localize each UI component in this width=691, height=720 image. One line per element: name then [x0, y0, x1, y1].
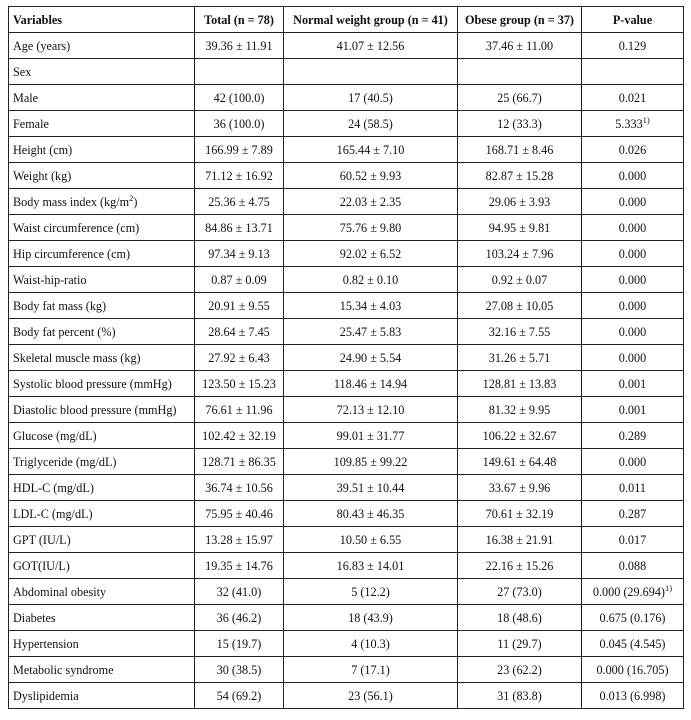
table-row [9, 605, 684, 631]
obese-cell [458, 267, 582, 293]
p-value-cell-value: 0.000 [618, 350, 647, 365]
normal-weight-cell [284, 423, 458, 449]
total-cell-value: 76.61 ± 11.96 [205, 402, 273, 417]
normal-weight-cell-value: 99.01 ± 31.77 [336, 428, 405, 443]
header-normal-weight-group: Normal weight group (n = 41) [284, 7, 458, 33]
p-value-cell [582, 371, 684, 397]
variable-cell [9, 657, 195, 683]
variable-cell [9, 501, 195, 527]
normal-weight-cell [284, 345, 458, 371]
total-cell [195, 137, 284, 163]
obese-cell [458, 553, 582, 579]
obese-cell [458, 85, 582, 111]
table-row [9, 319, 684, 345]
total-cell-value: 32 (41.0) [216, 584, 262, 599]
variable-label-superscript: 2 [129, 192, 134, 203]
p-value-cell [582, 189, 684, 215]
p-value-cell [582, 605, 684, 631]
normal-weight-cell [284, 605, 458, 631]
obese-cell [458, 475, 582, 501]
normal-weight-cell [284, 657, 458, 683]
total-cell [195, 345, 284, 371]
variable-label: GOT(IU/L) [13, 558, 70, 573]
variable-cell [9, 527, 195, 553]
variable-label: Triglyceride (mg/dL) [13, 454, 117, 469]
total-cell [195, 579, 284, 605]
total-cell [195, 267, 284, 293]
p-value-cell-value: 0.129 [618, 38, 647, 53]
obese-cell [458, 501, 582, 527]
p-value-cell [582, 501, 684, 527]
table-row [9, 111, 684, 137]
p-value-cell [582, 527, 684, 553]
obese-cell-value: 25 (66.7) [497, 90, 542, 105]
obese-cell [458, 163, 582, 189]
total-cell-value: 84.86 ± 13.71 [205, 220, 273, 235]
variable-label-suffix: ) [133, 194, 138, 209]
variable-cell [9, 111, 195, 137]
variable-cell [9, 293, 195, 319]
header-variables: Variables [9, 7, 195, 33]
normal-weight-cell [284, 59, 458, 85]
p-value-cell-value: 0.000 [618, 298, 647, 313]
p-value-cell-value: 0.001 [618, 376, 647, 391]
variable-label: Waist-hip-ratio [13, 272, 87, 287]
total-cell-value: 27.92 ± 6.43 [208, 350, 270, 365]
variable-label: Hypertension [13, 636, 79, 651]
obese-cell-value: 32.16 ± 7.55 [488, 324, 551, 339]
total-cell [195, 215, 284, 241]
table-row [9, 501, 684, 527]
normal-weight-cell [284, 189, 458, 215]
p-value-cell-value: 0.000 (16.705) [596, 662, 669, 677]
variable-cell [9, 605, 195, 631]
total-cell [195, 371, 284, 397]
total-cell [195, 163, 284, 189]
total-cell-value: 20.91 ± 9.55 [208, 298, 270, 313]
obese-cell-value: 33.67 ± 9.96 [488, 480, 551, 495]
p-value-cell [582, 683, 684, 709]
table-row [9, 475, 684, 501]
total-cell-value: 75.95 ± 40.46 [205, 506, 273, 521]
obese-cell-value: 11 (29.7) [497, 636, 542, 651]
p-value-footnote: 1) [665, 582, 673, 593]
total-cell [195, 111, 284, 137]
obese-cell-value: 27 (73.0) [497, 584, 542, 599]
table-row [9, 59, 684, 85]
p-value-cell-value: 0.287 [618, 506, 647, 521]
obese-cell-value: 81.32 ± 9.95 [488, 402, 551, 417]
variable-cell [9, 397, 195, 423]
variable-cell [9, 579, 195, 605]
obese-cell [458, 319, 582, 345]
variable-label: Abdominal obesity [13, 584, 107, 599]
p-value-cell-value: 0.026 [618, 142, 647, 157]
normal-weight-cell [284, 631, 458, 657]
normal-weight-cell-value: 80.43 ± 46.35 [336, 506, 405, 521]
obese-cell-value: 37.46 ± 11.00 [485, 38, 554, 53]
obese-cell-value: 0.92 ± 0.07 [491, 272, 548, 287]
variable-label: Diabetes [13, 610, 56, 625]
p-value-cell [582, 345, 684, 371]
total-cell [195, 319, 284, 345]
total-cell [195, 85, 284, 111]
table-row [9, 449, 684, 475]
p-value-cell-value: 0.000 (29.694) [592, 584, 665, 599]
table-row [9, 371, 684, 397]
table-row [9, 345, 684, 371]
variable-label: Body mass index (kg/m [13, 194, 130, 209]
total-cell [195, 449, 284, 475]
total-cell-value: 123.50 ± 15.23 [202, 376, 276, 391]
obese-cell [458, 449, 582, 475]
p-value-cell [582, 657, 684, 683]
normal-weight-cell-value: 17 (40.5) [348, 90, 393, 105]
normal-weight-cell [284, 293, 458, 319]
variable-label: HDL-C (mg/dL) [13, 480, 94, 495]
table-row [9, 397, 684, 423]
variable-label: Glucose (mg/dL) [13, 428, 97, 443]
p-value-cell [582, 241, 684, 267]
total-cell [195, 631, 284, 657]
p-value-cell-value: 0.289 [618, 428, 647, 443]
p-value-cell [582, 163, 684, 189]
total-cell [195, 293, 284, 319]
p-value-cell-value: 0.000 [618, 272, 647, 287]
normal-weight-cell-value: 7 (17.1) [351, 662, 390, 677]
p-value-cell [582, 319, 684, 345]
total-cell-value: 42 (100.0) [213, 90, 265, 105]
table-row [9, 683, 684, 709]
variable-label: Weight (kg) [13, 168, 72, 183]
variable-label: Body fat mass (kg) [13, 298, 107, 313]
normal-weight-cell [284, 137, 458, 163]
variable-label: Systolic blood pressure (mmHg) [13, 376, 172, 391]
normal-weight-cell [284, 241, 458, 267]
p-value-cell [582, 631, 684, 657]
normal-weight-cell [284, 267, 458, 293]
p-value-cell-value: 5.333 [615, 116, 643, 131]
variable-label: Body fat percent (%) [13, 324, 116, 339]
normal-weight-cell [284, 319, 458, 345]
obese-cell-value: 103.24 ± 7.96 [485, 246, 554, 261]
variable-cell [9, 267, 195, 293]
total-cell [195, 33, 284, 59]
total-cell [195, 241, 284, 267]
obese-cell [458, 605, 582, 631]
obese-cell [458, 579, 582, 605]
normal-weight-cell-value: 0.82 ± 0.10 [342, 272, 399, 287]
variable-label: Hip circumference (cm) [13, 246, 131, 261]
variable-cell [9, 631, 195, 657]
normal-weight-cell [284, 33, 458, 59]
total-cell-value: 36.74 ± 10.56 [205, 480, 273, 495]
total-cell [195, 605, 284, 631]
normal-weight-cell [284, 475, 458, 501]
data-table [8, 6, 684, 709]
table-row [9, 553, 684, 579]
p-value-cell-value: 0.000 [618, 454, 647, 469]
obese-cell-value: 18 (48.6) [497, 610, 542, 625]
normal-weight-cell-value: 39.51 ± 10.44 [336, 480, 405, 495]
normal-weight-cell [284, 371, 458, 397]
p-value-cell-value: 0.000 [618, 194, 647, 209]
total-cell [195, 553, 284, 579]
total-cell-value: 28.64 ± 7.45 [208, 324, 270, 339]
normal-weight-cell-value: 24 (58.5) [348, 116, 393, 131]
total-cell-value: 36 (46.2) [216, 610, 262, 625]
obese-cell [458, 397, 582, 423]
normal-weight-cell-value: 24.90 ± 5.54 [339, 350, 402, 365]
variable-cell [9, 85, 195, 111]
variable-cell [9, 475, 195, 501]
table-row [9, 293, 684, 319]
variable-label: LDL-C (mg/dL) [13, 506, 93, 521]
obese-cell [458, 345, 582, 371]
normal-weight-cell-value: 165.44 ± 7.10 [336, 142, 405, 157]
obese-cell-value: 82.87 ± 15.28 [485, 168, 554, 183]
normal-weight-cell-value: 23 (56.1) [348, 688, 393, 703]
p-value-cell [582, 33, 684, 59]
variable-label: GPT (IU/L) [13, 532, 71, 547]
normal-weight-cell [284, 553, 458, 579]
p-value-cell [582, 553, 684, 579]
normal-weight-cell-value: 109.85 ± 99.22 [333, 454, 408, 469]
table-row [9, 85, 684, 111]
p-value-cell [582, 137, 684, 163]
normal-weight-cell [284, 527, 458, 553]
obese-cell [458, 657, 582, 683]
total-cell-value: 13.28 ± 15.97 [205, 532, 273, 547]
variable-label: Female [13, 116, 49, 131]
normal-weight-cell-value: 4 (10.3) [351, 636, 390, 651]
normal-weight-cell-value: 10.50 ± 6.55 [339, 532, 402, 547]
total-cell-value: 36 (100.0) [213, 116, 265, 131]
normal-weight-cell [284, 215, 458, 241]
variable-label: Dyslipidemia [13, 688, 79, 703]
table-row [9, 423, 684, 449]
p-value-cell-value: 0.675 (0.176) [599, 610, 666, 625]
normal-weight-cell [284, 449, 458, 475]
obese-cell [458, 111, 582, 137]
normal-weight-cell [284, 111, 458, 137]
obese-cell [458, 371, 582, 397]
p-value-cell [582, 293, 684, 319]
table-row [9, 137, 684, 163]
normal-weight-cell-value: 41.07 ± 12.56 [336, 38, 405, 53]
normal-weight-cell [284, 579, 458, 605]
normal-weight-cell-value: 25.47 ± 5.83 [339, 324, 402, 339]
total-cell-value: 102.42 ± 32.19 [202, 428, 276, 443]
p-value-cell [582, 397, 684, 423]
obese-cell [458, 215, 582, 241]
p-value-cell [582, 59, 684, 85]
p-value-cell [582, 449, 684, 475]
variable-cell [9, 345, 195, 371]
obese-cell [458, 293, 582, 319]
total-cell [195, 189, 284, 215]
variable-label: Skeletal muscle mass (kg) [13, 350, 141, 365]
obese-cell-value: 31 (83.8) [497, 688, 542, 703]
p-value-cell [582, 215, 684, 241]
p-value-cell-value: 0.000 [618, 220, 647, 235]
normal-weight-cell-value: 60.52 ± 9.93 [339, 168, 402, 183]
normal-weight-cell [284, 397, 458, 423]
obese-cell-value: 16.38 ± 21.91 [485, 532, 554, 547]
table-container [8, 6, 684, 709]
variable-label: Age (years) [13, 38, 71, 53]
normal-weight-cell-value: 75.76 ± 9.80 [339, 220, 402, 235]
obese-cell-value: 94.95 ± 9.81 [488, 220, 551, 235]
obese-cell-value: 70.61 ± 32.19 [485, 506, 554, 521]
variable-label: Diastolic blood pressure (mmHg) [13, 402, 177, 417]
variable-cell [9, 241, 195, 267]
obese-cell [458, 33, 582, 59]
total-cell [195, 683, 284, 709]
table-row [9, 33, 684, 59]
p-value-cell-value: 0.045 (4.545) [599, 636, 666, 651]
header-row [9, 7, 684, 33]
obese-cell [458, 137, 582, 163]
table-body [9, 33, 684, 709]
p-value-cell [582, 111, 684, 137]
obese-cell-value: 149.61 ± 64.48 [482, 454, 557, 469]
p-value-cell-value: 0.001 [618, 402, 647, 417]
total-cell-value: 54 (69.2) [216, 688, 262, 703]
table-row [9, 631, 684, 657]
total-cell [195, 527, 284, 553]
obese-cell [458, 631, 582, 657]
obese-cell-value: 31.26 ± 5.71 [488, 350, 551, 365]
variable-cell [9, 59, 195, 85]
p-value-cell-value: 0.000 [618, 246, 647, 261]
normal-weight-cell [284, 683, 458, 709]
obese-cell-value: 168.71 ± 8.46 [485, 142, 554, 157]
variable-cell [9, 553, 195, 579]
variable-cell [9, 33, 195, 59]
variable-label: Height (cm) [13, 142, 73, 157]
p-value-cell [582, 579, 684, 605]
variable-label: Sex [13, 64, 32, 79]
obese-cell [458, 59, 582, 85]
variable-cell [9, 163, 195, 189]
obese-cell-value: 27.08 ± 10.05 [485, 298, 554, 313]
table-row [9, 527, 684, 553]
p-value-cell-value: 0.017 [618, 532, 647, 547]
p-value-cell [582, 85, 684, 111]
p-value-footnote: 1) [642, 114, 650, 125]
obese-cell-value: 22.16 ± 15.26 [485, 558, 554, 573]
variable-cell [9, 137, 195, 163]
total-cell-value: 19.35 ± 14.76 [205, 558, 273, 573]
normal-weight-cell-value: 92.02 ± 6.52 [339, 246, 402, 261]
variable-cell [9, 683, 195, 709]
table-row [9, 163, 684, 189]
total-cell-value: 128.71 ± 86.35 [202, 454, 276, 469]
normal-weight-cell-value: 18 (43.9) [348, 610, 393, 625]
normal-weight-cell [284, 85, 458, 111]
total-cell [195, 501, 284, 527]
p-value-cell [582, 475, 684, 501]
normal-weight-cell [284, 163, 458, 189]
obese-cell-value: 12 (33.3) [497, 116, 542, 131]
normal-weight-cell-value: 22.03 ± 2.35 [339, 194, 402, 209]
p-value-cell [582, 423, 684, 449]
table-row [9, 215, 684, 241]
total-cell-value: 39.36 ± 11.91 [205, 38, 273, 53]
obese-cell [458, 423, 582, 449]
total-cell-value: 97.34 ± 9.13 [208, 246, 270, 261]
header-total: Total (n = 78) [195, 7, 284, 33]
variable-label: Male [13, 90, 39, 105]
obese-cell [458, 683, 582, 709]
total-cell [195, 59, 284, 85]
table-row [9, 579, 684, 605]
obese-cell-value: 106.22 ± 32.67 [482, 428, 557, 443]
total-cell [195, 657, 284, 683]
p-value-cell-value: 0.000 [618, 168, 647, 183]
total-cell [195, 397, 284, 423]
total-cell-value: 30 (38.5) [216, 662, 262, 677]
total-cell-value: 25.36 ± 4.75 [208, 194, 270, 209]
p-value-cell-value: 0.021 [618, 90, 647, 105]
variable-label: Metabolic syndrome [13, 662, 114, 677]
total-cell-value: 166.99 ± 7.89 [205, 142, 273, 157]
normal-weight-cell-value: 72.13 ± 12.10 [336, 402, 405, 417]
obese-cell-value: 23 (62.2) [497, 662, 542, 677]
variable-label: Waist circumference (cm) [13, 220, 140, 235]
p-value-cell-value: 0.088 [618, 558, 647, 573]
header-p-value: P-value [582, 7, 684, 33]
header-obese-group: Obese group (n = 37) [458, 7, 582, 33]
table-row [9, 267, 684, 293]
table-row [9, 657, 684, 683]
obese-cell-value: 128.81 ± 13.83 [482, 376, 557, 391]
variable-cell [9, 215, 195, 241]
total-cell [195, 475, 284, 501]
total-cell-value: 71.12 ± 16.92 [205, 168, 273, 183]
p-value-cell-value: 0.011 [619, 480, 646, 495]
variable-cell [9, 449, 195, 475]
normal-weight-cell-value: 5 (12.2) [351, 584, 390, 599]
normal-weight-cell-value: 118.46 ± 14.94 [333, 376, 408, 391]
p-value-cell-value: 0.000 [618, 324, 647, 339]
variable-cell [9, 189, 195, 215]
total-cell [195, 423, 284, 449]
p-value-cell-value: 0.013 (6.998) [599, 688, 666, 703]
variable-cell [9, 423, 195, 449]
obese-cell-value: 29.06 ± 3.93 [488, 194, 551, 209]
total-cell-value: 0.87 ± 0.09 [211, 272, 267, 287]
table-row [9, 241, 684, 267]
variable-cell [9, 319, 195, 345]
obese-cell [458, 189, 582, 215]
normal-weight-cell [284, 501, 458, 527]
normal-weight-cell-value: 16.83 ± 14.01 [336, 558, 405, 573]
normal-weight-cell-value: 15.34 ± 4.03 [339, 298, 402, 313]
total-cell-value: 15 (19.7) [216, 636, 262, 651]
obese-cell [458, 241, 582, 267]
table-row [9, 189, 684, 215]
obese-cell [458, 527, 582, 553]
p-value-cell [582, 267, 684, 293]
variable-cell [9, 371, 195, 397]
